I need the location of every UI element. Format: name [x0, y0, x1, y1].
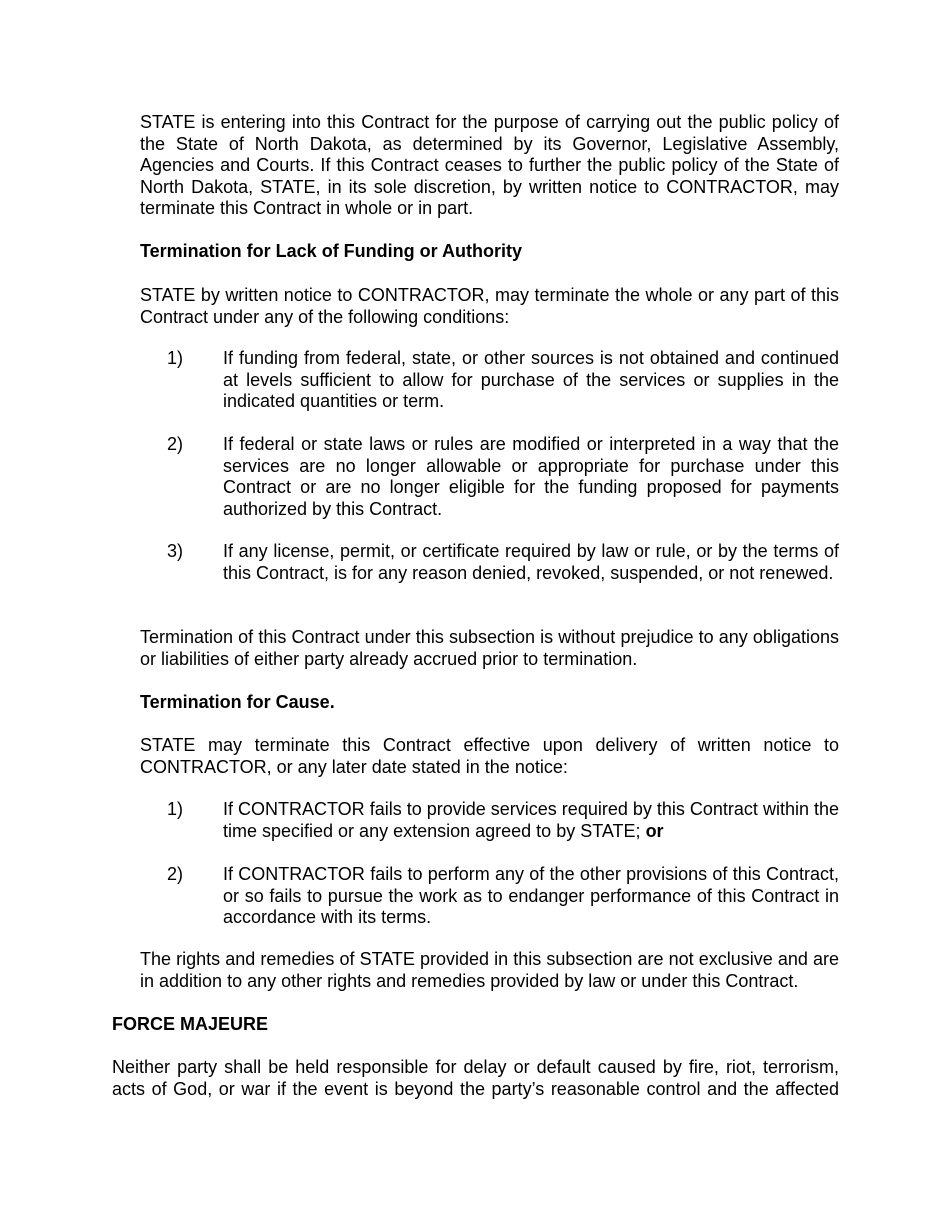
funding-section-heading: Termination for Lack of Funding or Authority — [140, 241, 522, 261]
funding-section-closing: Termination of this Contract under this subsection is without prejudice to any obligations or liabilities of either party already accrued prior to termination. — [140, 627, 839, 669]
cause-section-lead: STATE may terminate this Contract effective upon delivery of written notice to CONTRACTOR, or any later date stated in the notice: — [140, 735, 839, 777]
list-text-bold-suffix: or — [645, 820, 664, 841]
list-number: 2) — [167, 864, 184, 884]
list-text: If funding from federal, state, or other sources is not obtained and continued at levels sufficient to allow for purchase of the services or supplies in the indicated quantities or term. — [223, 348, 839, 411]
list-text-body: If CONTRACTOR fails to provide services required by this Contract within the time specified or any extension agreed to by STATE; — [223, 799, 839, 841]
force-majeure-heading: FORCE MAJEURE — [112, 1014, 269, 1034]
cause-section-heading: Termination for Cause. — [140, 692, 335, 712]
intro-paragraph: STATE is entering into this Contract for the purpose of carrying out the public policy of the State of North Dakota, as determined by its Governor, Legislative Assembly, Agencies and Courts. If this Contract ceases to further the public policy of the State of North Dakota, STATE, in its sole discretion, by written notice to CONTRACTOR, may terminate this Contract in whole or in part. — [140, 112, 839, 218]
list-number: 1) — [167, 799, 184, 819]
list-text: If federal or state laws or rules are modified or interpreted in a way that the services are no longer allowable or appropriate for purchase under this Contract or are no longer eligible for the funding proposed for payments authorized by this Contract. — [223, 434, 839, 519]
list-number: 2) — [167, 434, 184, 454]
list-number: 3) — [167, 541, 184, 561]
list-text: If CONTRACTOR fails to perform any of the other provisions of this Contract, or so fails to pursue the work as to endanger performance of this Contract in accordance with its terms. — [223, 864, 839, 927]
list-text — [223, 799, 839, 842]
force-majeure-text: Neither party shall be held responsible for delay or default caused by fire, riot, terrorism, acts of God, or war if the event is beyond the party’s reasonable control and the affected — [112, 1057, 839, 1099]
list-text: If any license, permit, or certificate required by law or rule, or by the terms of this Contract, is for any reason denied, revoked, suspended, or not renewed. — [223, 541, 839, 583]
cause-section-closing: The rights and remedies of STATE provided in this subsection are not exclusive and are in addition to any other rights and remedies provided by law or under this Contract. — [140, 949, 839, 991]
funding-section-lead: STATE by written notice to CONTRACTOR, may terminate the whole or any part of this Contract under any of the following conditions: — [140, 285, 839, 327]
list-number: 1) — [167, 348, 184, 368]
